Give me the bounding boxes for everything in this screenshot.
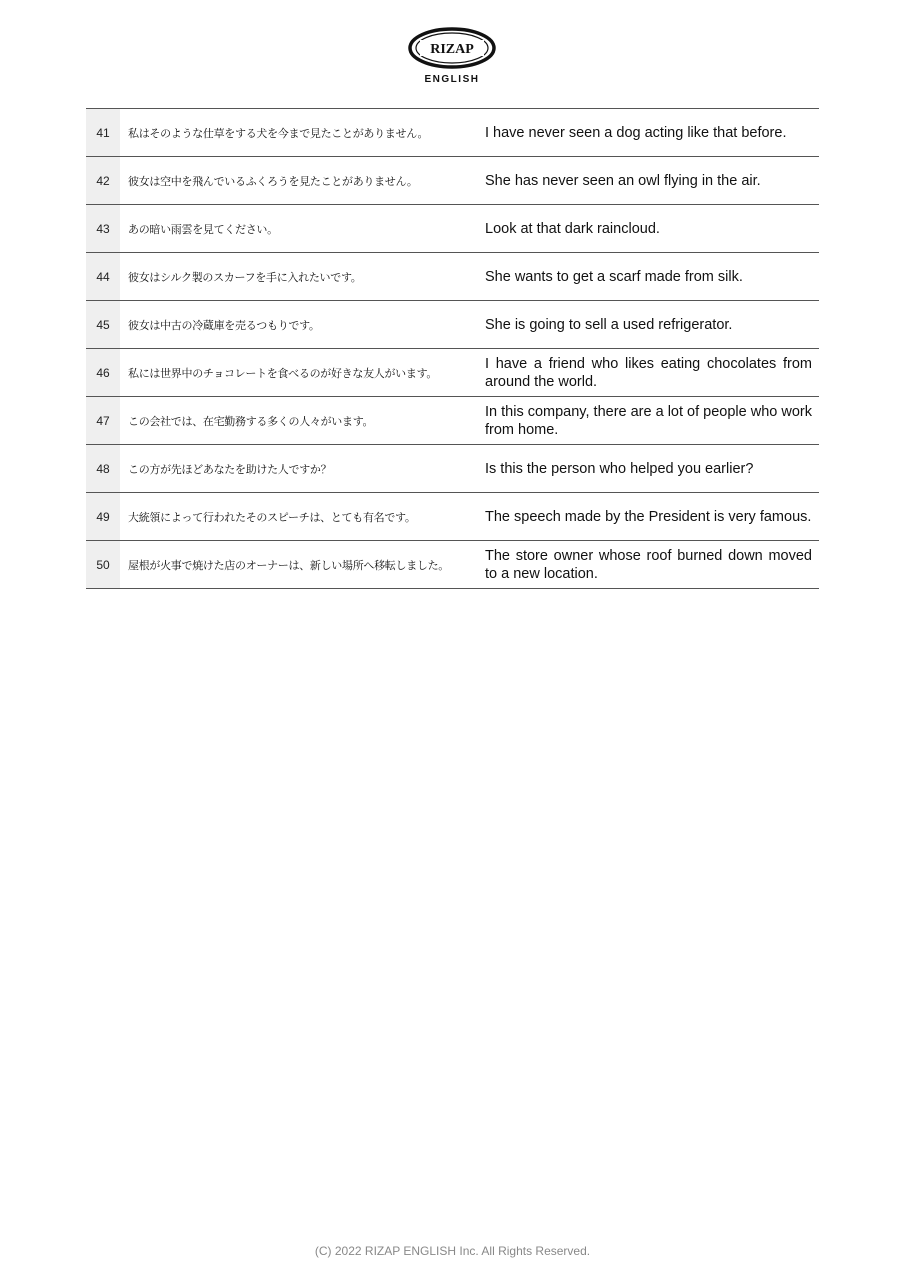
sentence-table bbox=[86, 108, 819, 589]
logo-text: RIZAP bbox=[430, 42, 474, 57]
table-row bbox=[86, 397, 819, 445]
copyright-footer: (C) 2022 RIZAP ENGLISH Inc. All Rights Reserved. bbox=[314, 1244, 591, 1258]
english-sentence: Is this the person who helped you earlier? bbox=[485, 460, 754, 477]
row-number: 44 bbox=[86, 253, 120, 300]
english-sentence: I have a friend who likes eating chocolates from around the world. bbox=[485, 355, 812, 390]
row-number: 41 bbox=[86, 109, 120, 156]
row-number: 48 bbox=[86, 445, 120, 492]
table-row bbox=[86, 541, 819, 589]
row-number: 42 bbox=[86, 157, 120, 204]
row-number: 45 bbox=[86, 301, 120, 348]
row-number: 49 bbox=[86, 493, 120, 540]
japanese-sentence: 彼女はシルク製のスカーフを手に入れたいです。 bbox=[128, 270, 362, 284]
table-row bbox=[86, 157, 819, 205]
japanese-sentence: 彼女は中古の冷蔵庫を売るつもりです。 bbox=[128, 318, 320, 332]
row-number: 50 bbox=[86, 541, 120, 588]
japanese-sentence: 私には世界中のチョコレートを食べるのが好きな友人がいます。 bbox=[128, 366, 438, 380]
japanese-sentence: 私はそのような仕草をする犬を今まで見たことがありません。 bbox=[128, 126, 429, 140]
english-sentence: The store owner whose roof burned down moved to a new location. bbox=[485, 547, 812, 582]
english-sentence: The speech made by the President is very famous. bbox=[485, 508, 812, 525]
english-sentence: In this company, there are a lot of people who work from home. bbox=[485, 403, 812, 438]
japanese-sentence: 大統領によって行われたそのスピーチは、とても有名です。 bbox=[128, 510, 416, 524]
japanese-sentence: 彼女は空中を飛んでいるふくろうを見たことがありません。 bbox=[128, 174, 418, 188]
logo-subtitle: ENGLISH bbox=[424, 74, 480, 85]
brand-logo bbox=[402, 26, 502, 88]
table-row bbox=[86, 445, 819, 493]
japanese-sentence: この方が先ほどあなたを助けた人ですか？ bbox=[128, 462, 332, 476]
table-row bbox=[86, 493, 819, 541]
japanese-sentence: この会社では、在宅勤務する多くの人々がいます。 bbox=[128, 414, 374, 428]
table-row bbox=[86, 205, 819, 253]
english-sentence: Look at that dark raincloud. bbox=[485, 220, 660, 237]
table-row bbox=[86, 109, 819, 157]
row-number: 47 bbox=[86, 397, 120, 444]
english-sentence: She has never seen an owl flying in the air. bbox=[485, 172, 761, 189]
table-row bbox=[86, 301, 819, 349]
logo-mark bbox=[406, 26, 498, 70]
table-row bbox=[86, 253, 819, 301]
english-sentence: She wants to get a scarf made from silk. bbox=[485, 268, 743, 285]
row-number: 43 bbox=[86, 205, 120, 252]
table-row bbox=[86, 349, 819, 397]
row-number: 46 bbox=[86, 349, 120, 396]
japanese-sentence: あの暗い雨雲を見てください。 bbox=[128, 222, 278, 236]
english-sentence: I have never seen a dog acting like that before. bbox=[485, 124, 787, 141]
japanese-sentence: 屋根が火事で焼けた店のオーナーは、新しい場所へ移転しました。 bbox=[128, 558, 449, 572]
english-sentence: She is going to sell a used refrigerator. bbox=[485, 316, 733, 333]
